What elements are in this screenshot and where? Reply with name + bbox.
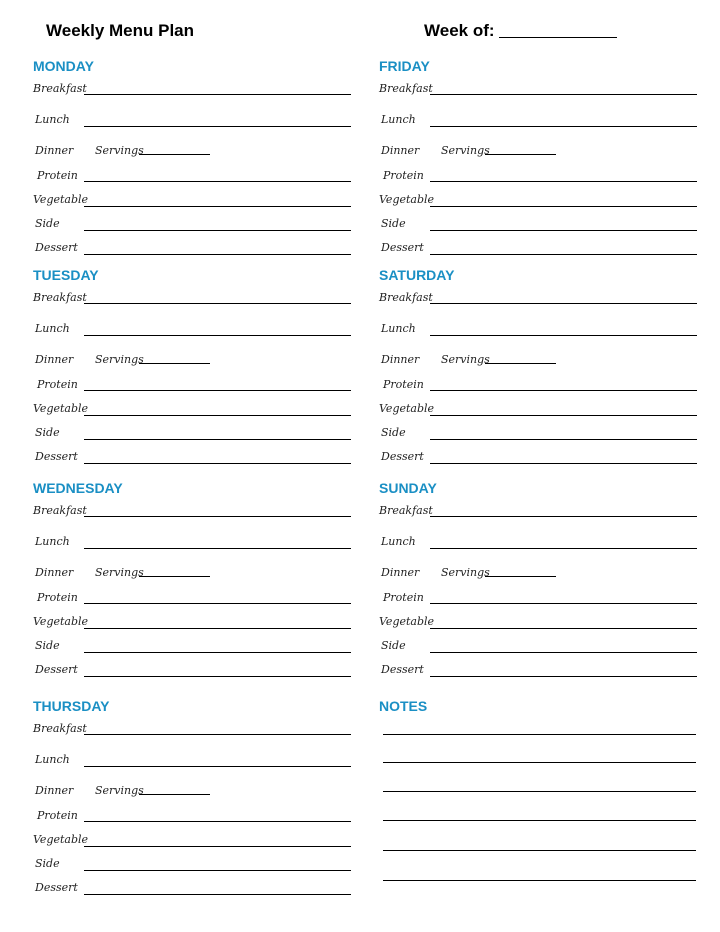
note-line[interactable] bbox=[383, 791, 696, 792]
servings-label: Servings bbox=[441, 353, 490, 366]
side-label: Side bbox=[381, 639, 406, 652]
day-heading-sunday: SUNDAY bbox=[379, 480, 437, 496]
vegetable-label: Vegetable bbox=[33, 402, 89, 415]
note-line[interactable] bbox=[383, 880, 696, 881]
breakfast-entry-line[interactable] bbox=[84, 516, 351, 517]
lunch-label: Lunch bbox=[35, 753, 70, 766]
dessert-entry-line[interactable] bbox=[430, 676, 697, 677]
side-label: Side bbox=[35, 426, 60, 439]
servings-entry-line[interactable] bbox=[139, 576, 210, 577]
side-entry-line[interactable] bbox=[430, 439, 697, 440]
vegetable-label: Vegetable bbox=[379, 402, 435, 415]
vegetable-entry-line[interactable] bbox=[430, 628, 697, 629]
lunch-label: Lunch bbox=[35, 535, 70, 548]
protein-label: Protein bbox=[37, 169, 78, 182]
lunch-entry-line[interactable] bbox=[430, 126, 697, 127]
breakfast-entry-line[interactable] bbox=[84, 94, 351, 95]
day-heading-wednesday: WEDNESDAY bbox=[33, 480, 123, 496]
protein-entry-line[interactable] bbox=[430, 181, 697, 182]
dessert-label: Dessert bbox=[35, 450, 78, 463]
lunch-entry-line[interactable] bbox=[84, 126, 351, 127]
dessert-entry-line[interactable] bbox=[84, 254, 351, 255]
protein-label: Protein bbox=[383, 378, 424, 391]
dessert-label: Dessert bbox=[381, 450, 424, 463]
page-title: Weekly Menu Plan bbox=[46, 21, 195, 40]
note-line[interactable] bbox=[383, 850, 696, 851]
lunch-label: Lunch bbox=[35, 113, 70, 126]
day-heading-thursday: THURSDAY bbox=[33, 698, 110, 714]
dinner-label: Dinner bbox=[381, 566, 420, 579]
lunch-label: Lunch bbox=[381, 113, 416, 126]
side-entry-line[interactable] bbox=[84, 439, 351, 440]
dessert-label: Dessert bbox=[35, 241, 78, 254]
protein-label: Protein bbox=[37, 378, 78, 391]
servings-label: Servings bbox=[95, 566, 144, 579]
vegetable-entry-line[interactable] bbox=[84, 628, 351, 629]
breakfast-entry-line[interactable] bbox=[430, 303, 697, 304]
protein-label: Protein bbox=[383, 169, 424, 182]
note-line[interactable] bbox=[383, 734, 696, 735]
day-heading-saturday: SATURDAY bbox=[379, 267, 455, 283]
servings-entry-line[interactable] bbox=[485, 363, 556, 364]
lunch-entry-line[interactable] bbox=[430, 548, 697, 549]
lunch-entry-line[interactable] bbox=[84, 766, 351, 767]
servings-label: Servings bbox=[95, 353, 144, 366]
servings-entry-line[interactable] bbox=[485, 154, 556, 155]
note-line[interactable] bbox=[383, 762, 696, 763]
notes-title: NOTES bbox=[379, 698, 428, 714]
week-of-label: Week of: bbox=[424, 21, 495, 40]
breakfast-label: Breakfast bbox=[33, 504, 87, 517]
dessert-entry-line[interactable] bbox=[84, 676, 351, 677]
breakfast-entry-line[interactable] bbox=[430, 516, 697, 517]
vegetable-entry-line[interactable] bbox=[84, 415, 351, 416]
protein-entry-line[interactable] bbox=[84, 181, 351, 182]
vegetable-entry-line[interactable] bbox=[84, 846, 351, 847]
servings-label: Servings bbox=[441, 566, 490, 579]
servings-entry-line[interactable] bbox=[139, 794, 210, 795]
lunch-label: Lunch bbox=[381, 322, 416, 335]
dinner-label: Dinner bbox=[35, 784, 74, 797]
lunch-entry-line[interactable] bbox=[84, 335, 351, 336]
dinner-label: Dinner bbox=[35, 353, 74, 366]
side-label: Side bbox=[35, 639, 60, 652]
breakfast-label: Breakfast bbox=[379, 291, 433, 304]
vegetable-entry-line[interactable] bbox=[430, 206, 697, 207]
side-label: Side bbox=[35, 217, 60, 230]
protein-entry-line[interactable] bbox=[84, 821, 351, 822]
vegetable-label: Vegetable bbox=[33, 833, 89, 846]
note-line[interactable] bbox=[383, 820, 696, 821]
breakfast-label: Breakfast bbox=[33, 291, 87, 304]
vegetable-label: Vegetable bbox=[33, 193, 89, 206]
week-of-line[interactable] bbox=[499, 37, 617, 38]
breakfast-label: Breakfast bbox=[379, 82, 433, 95]
lunch-entry-line[interactable] bbox=[430, 335, 697, 336]
side-label: Side bbox=[381, 426, 406, 439]
servings-label: Servings bbox=[441, 144, 490, 157]
dessert-entry-line[interactable] bbox=[84, 463, 351, 464]
protein-label: Protein bbox=[37, 591, 78, 604]
side-entry-line[interactable] bbox=[84, 870, 351, 871]
servings-entry-line[interactable] bbox=[139, 154, 210, 155]
servings-label: Servings bbox=[95, 144, 144, 157]
breakfast-label: Breakfast bbox=[33, 722, 87, 735]
side-entry-line[interactable] bbox=[84, 230, 351, 231]
vegetable-label: Vegetable bbox=[379, 615, 435, 628]
vegetable-entry-line[interactable] bbox=[84, 206, 351, 207]
vegetable-entry-line[interactable] bbox=[430, 415, 697, 416]
day-heading-tuesday: TUESDAY bbox=[33, 267, 99, 283]
side-label: Side bbox=[35, 857, 60, 870]
dessert-entry-line[interactable] bbox=[430, 463, 697, 464]
lunch-entry-line[interactable] bbox=[84, 548, 351, 549]
dinner-label: Dinner bbox=[381, 353, 420, 366]
breakfast-entry-line[interactable] bbox=[84, 734, 351, 735]
dinner-label: Dinner bbox=[35, 144, 74, 157]
side-entry-line[interactable] bbox=[84, 652, 351, 653]
dessert-label: Dessert bbox=[35, 881, 78, 894]
dessert-label: Dessert bbox=[35, 663, 78, 676]
day-heading-friday: FRIDAY bbox=[379, 58, 430, 74]
dessert-entry-line[interactable] bbox=[84, 894, 351, 895]
servings-entry-line[interactable] bbox=[139, 363, 210, 364]
servings-label: Servings bbox=[95, 784, 144, 797]
protein-entry-line[interactable] bbox=[84, 603, 351, 604]
dinner-label: Dinner bbox=[35, 566, 74, 579]
dessert-label: Dessert bbox=[381, 241, 424, 254]
breakfast-label: Breakfast bbox=[379, 504, 433, 517]
vegetable-label: Vegetable bbox=[379, 193, 435, 206]
side-entry-line[interactable] bbox=[430, 652, 697, 653]
protein-entry-line[interactable] bbox=[430, 390, 697, 391]
protein-entry-line[interactable] bbox=[430, 603, 697, 604]
dessert-entry-line[interactable] bbox=[430, 254, 697, 255]
lunch-label: Lunch bbox=[381, 535, 416, 548]
breakfast-label: Breakfast bbox=[33, 82, 87, 95]
protein-label: Protein bbox=[383, 591, 424, 604]
breakfast-entry-line[interactable] bbox=[430, 94, 697, 95]
servings-entry-line[interactable] bbox=[485, 576, 556, 577]
breakfast-entry-line[interactable] bbox=[84, 303, 351, 304]
dessert-label: Dessert bbox=[381, 663, 424, 676]
day-heading-monday: MONDAY bbox=[33, 58, 94, 74]
vegetable-label: Vegetable bbox=[33, 615, 89, 628]
protein-label: Protein bbox=[37, 809, 78, 822]
side-entry-line[interactable] bbox=[430, 230, 697, 231]
lunch-label: Lunch bbox=[35, 322, 70, 335]
side-label: Side bbox=[381, 217, 406, 230]
protein-entry-line[interactable] bbox=[84, 390, 351, 391]
dinner-label: Dinner bbox=[381, 144, 420, 157]
